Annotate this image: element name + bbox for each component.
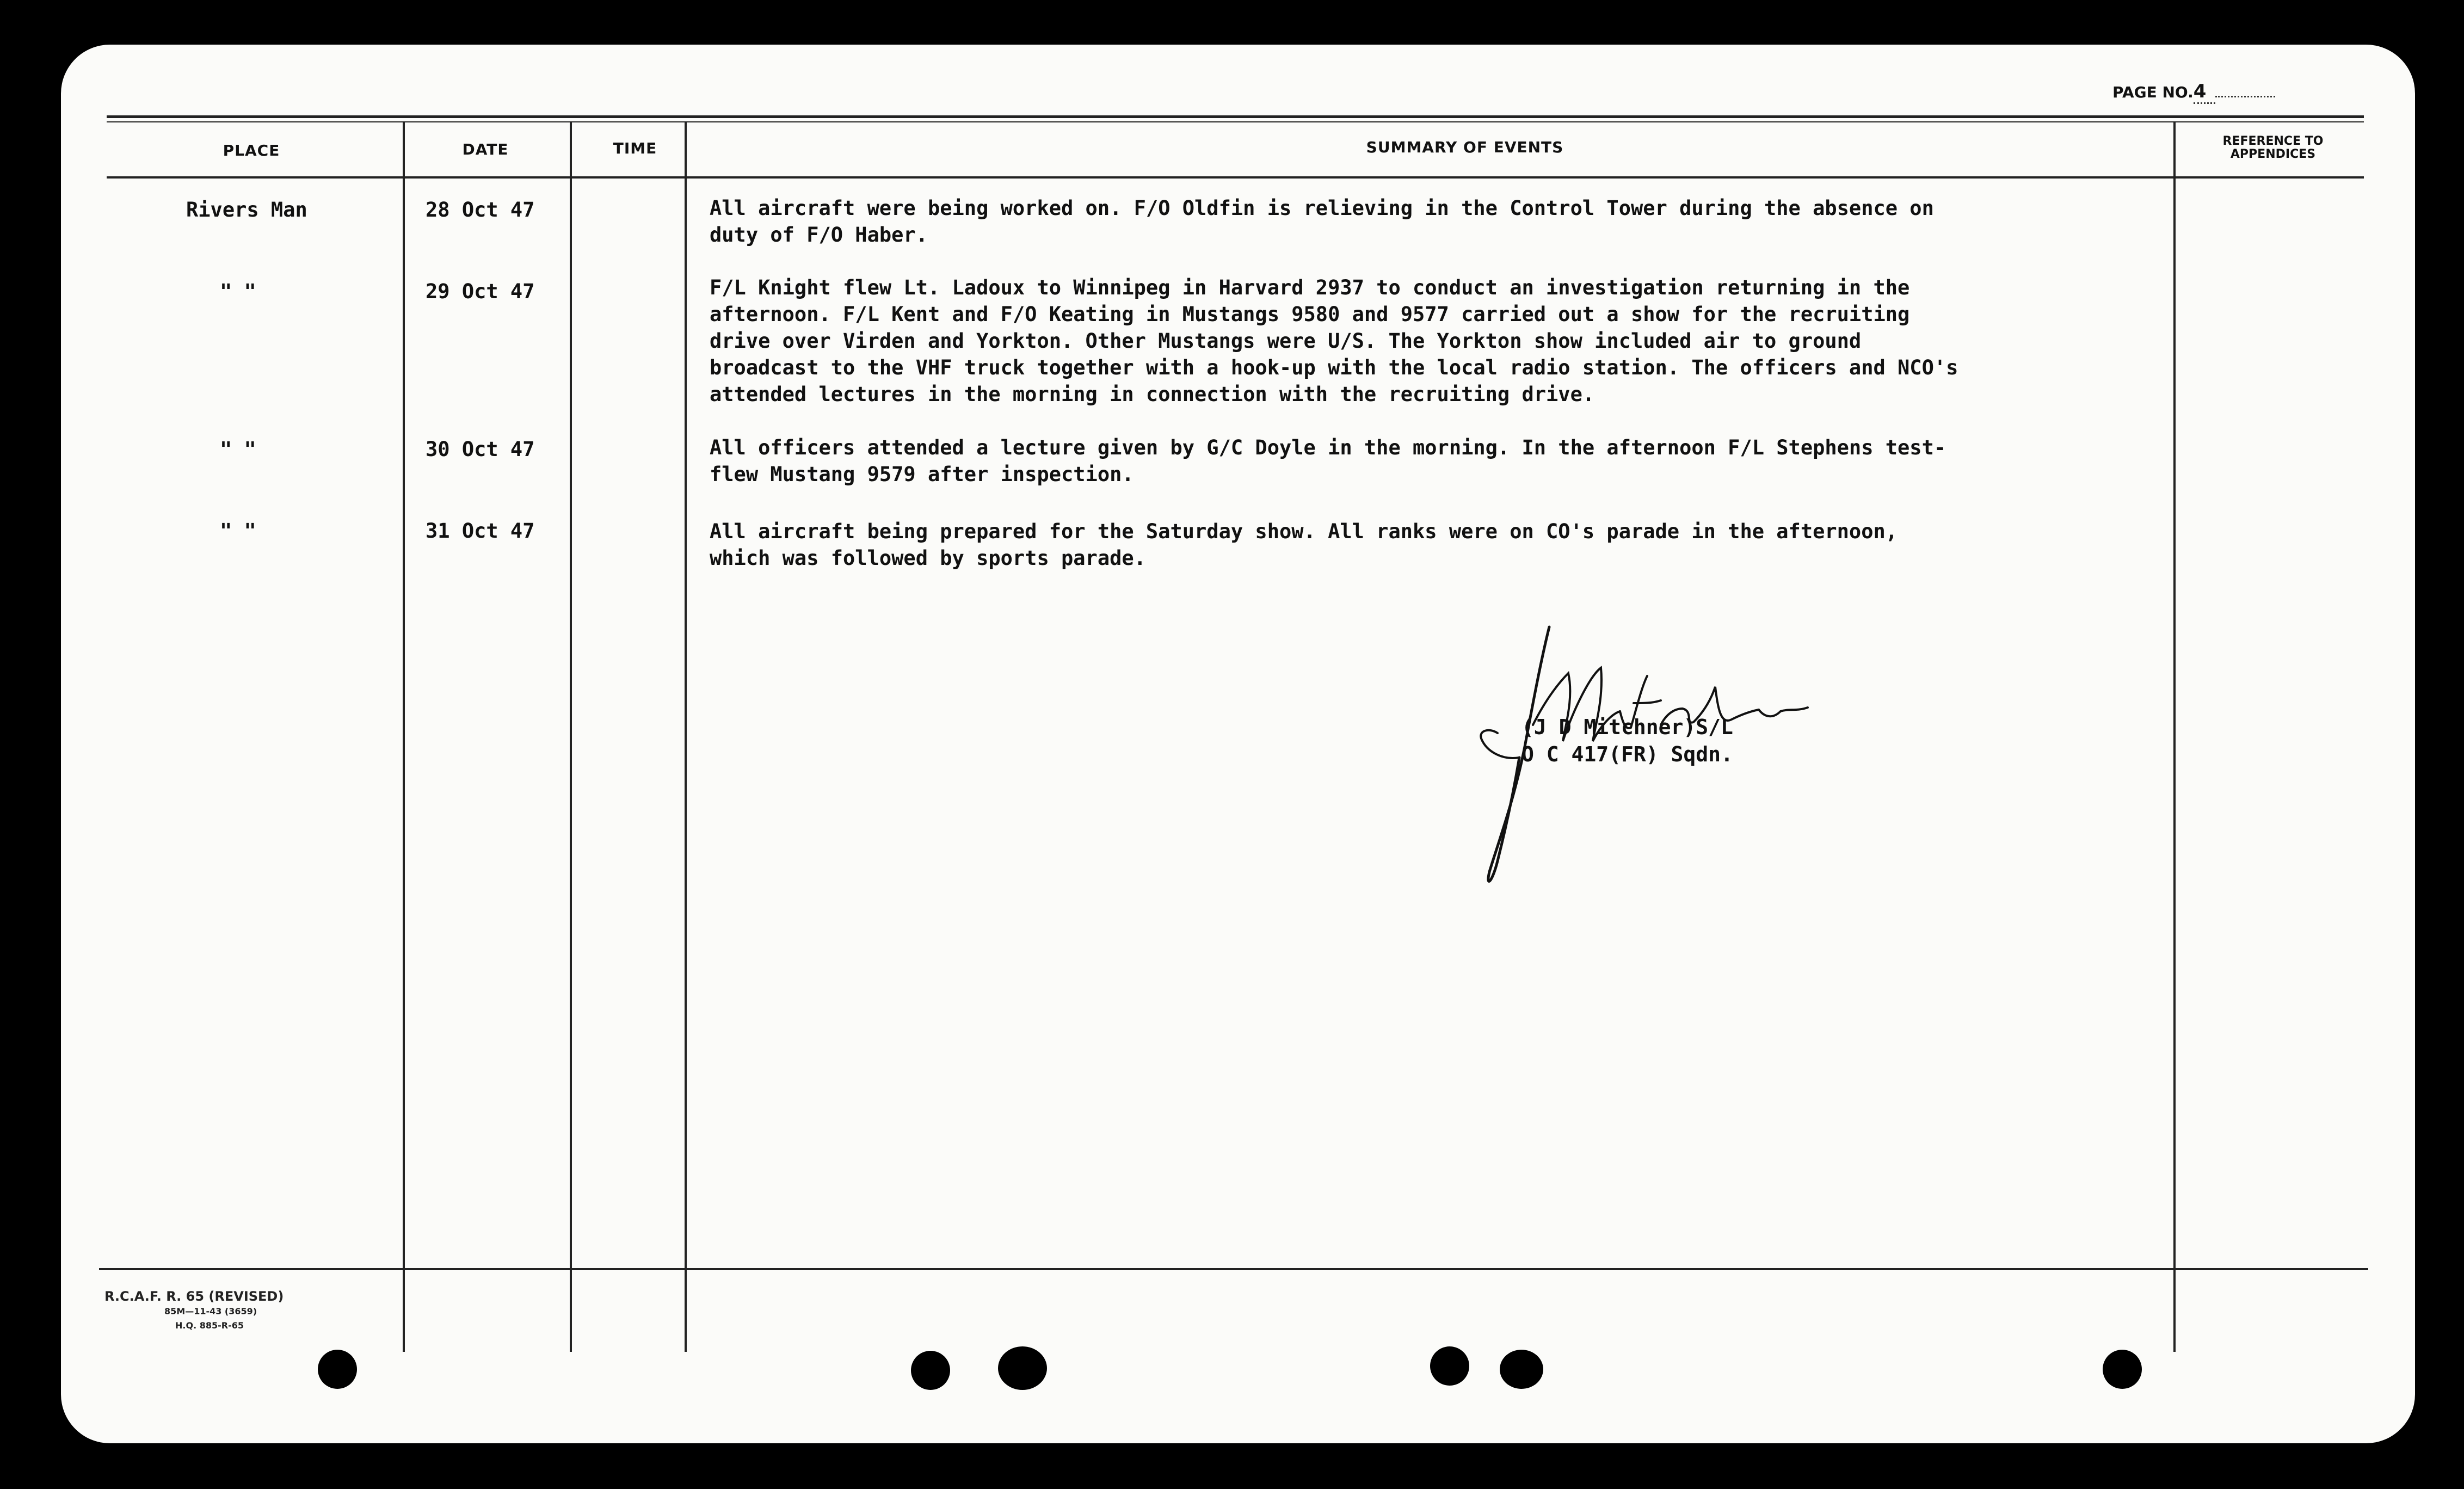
form-number: R.C.A.F. R. 65 (REVISED) <box>104 1289 284 1304</box>
binder-hole <box>1430 1346 1469 1386</box>
entry-2-place: " " <box>220 280 256 303</box>
form-hq-code: H.Q. 885-R-65 <box>175 1320 244 1331</box>
entry-1-place: Rivers Man <box>186 198 307 221</box>
entry-1-date: 28 Oct 47 <box>426 198 535 221</box>
column-header-place: PLACE <box>223 141 280 159</box>
entry-1-summary: All aircraft were being worked on. F/O Oldfin is relieving in the Control Tower during the absence on duty of F/O Haber. <box>710 196 1934 247</box>
column-header-reference-line1: REFERENCE TO <box>2222 134 2324 148</box>
column-header-reference <box>2183 135 2363 161</box>
entry-3-summary: All officers attended a lecture given by G/C Doyle in the morning. In the afternoon F/L Stephens test- flew Mustang 9579 after inspection. <box>710 436 1946 486</box>
column-divider-date-time <box>570 122 572 1352</box>
binder-hole <box>2103 1350 2142 1389</box>
page-number-area <box>2112 81 2275 104</box>
page-number-label: PAGE NO. <box>2112 83 2194 101</box>
entry-3-date: 30 Oct 47 <box>426 438 535 461</box>
entry-4-date: 31 Oct 47 <box>426 519 535 543</box>
header-top-rule-thin <box>107 121 2364 122</box>
entry-4-place: " " <box>220 519 256 543</box>
page-number-value: 4 <box>2194 81 2215 104</box>
column-divider-place-date <box>403 122 405 1352</box>
signature-unit: O C 417(FR) Sqdn. <box>1521 742 1733 766</box>
column-header-time: TIME <box>613 139 657 157</box>
page-number-dots <box>2215 96 2275 97</box>
column-header-reference-line2: APPENDICES <box>2230 147 2316 161</box>
signature-name: (J D Mitchner)S/L <box>1521 715 1733 739</box>
binder-hole <box>998 1346 1047 1390</box>
binder-hole <box>1500 1350 1543 1389</box>
binder-hole <box>911 1351 950 1390</box>
form-print-code: 85M—11-43 (3659) <box>164 1306 257 1316</box>
column-divider-time-summary <box>685 122 687 1352</box>
header-top-rule <box>107 115 2364 118</box>
column-header-summary: SUMMARY OF EVENTS <box>1366 138 1564 156</box>
record-card <box>61 45 2415 1443</box>
entry-4-summary: All aircraft being prepared for the Saturday show. All ranks were on CO's parade in the afternoon, which was followed by sports parade. <box>710 520 1898 570</box>
binder-hole <box>318 1350 357 1389</box>
entry-2-summary: F/L Knight flew Lt. Ladoux to Winnipeg in Harvard 2937 to conduct an investigation returning in the afternoon. F/L Kent and F/O Keating in Mustangs 9580 and 9577 carried out a show for the recruiting drive over Virden and Yorkton. Other Mustangs were U/S. The Yorkton show included air to ground broadcast to the VHF truck together with a hook-up with the local radio station. The officers and NCO's attended lectures in the morning in connection with the recruiting drive. <box>710 276 1958 406</box>
entry-2-date: 29 Oct 47 <box>426 280 535 303</box>
column-header-date: DATE <box>462 140 509 158</box>
table-bottom-rule <box>99 1268 2368 1270</box>
entry-3-place: " " <box>220 438 256 461</box>
header-bottom-rule <box>107 176 2364 179</box>
